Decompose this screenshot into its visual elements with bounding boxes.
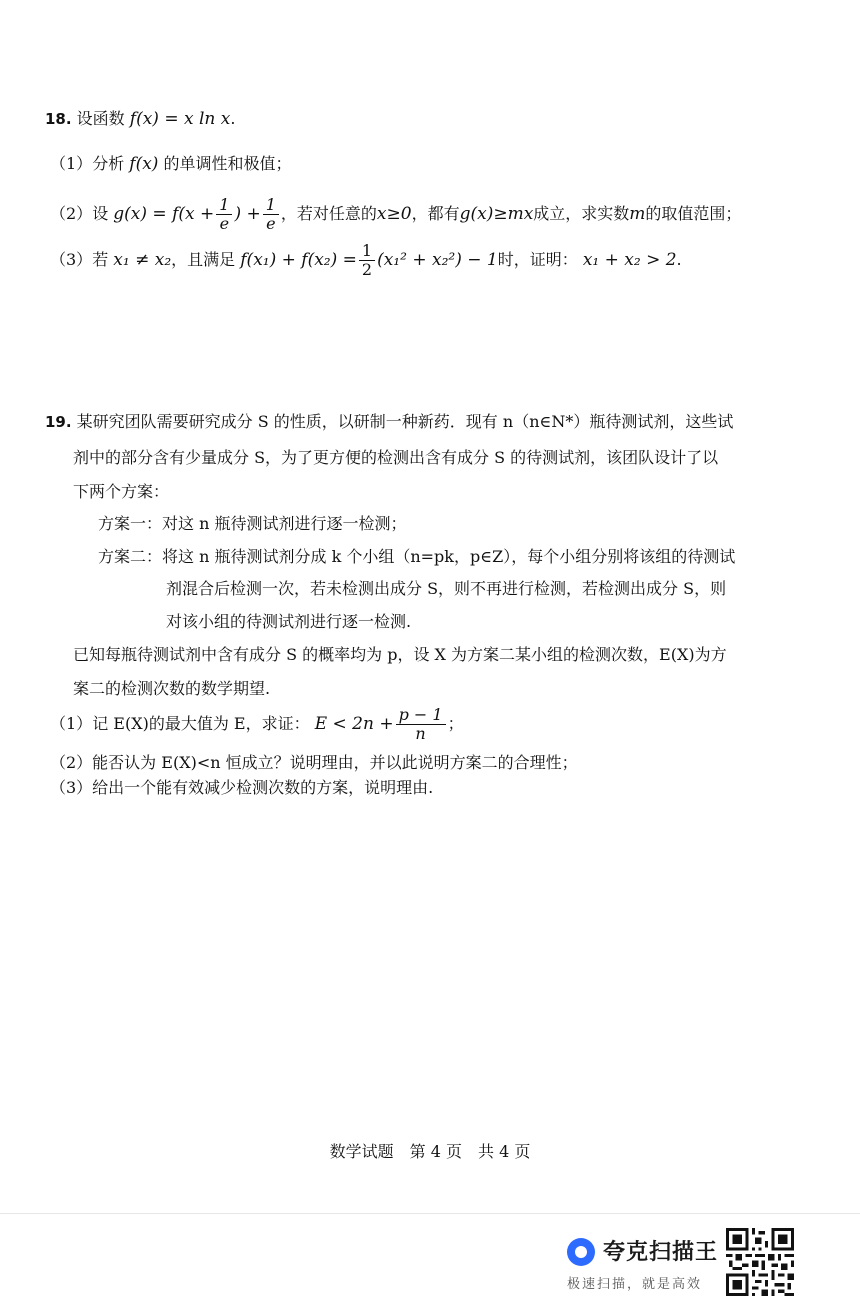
q19-line1 bbox=[45, 411, 733, 433]
denominator: e bbox=[266, 214, 276, 233]
q19-line3: 下两个方案： bbox=[73, 482, 170, 501]
fraction bbox=[216, 196, 232, 233]
math: f(x₁) + f(x₂) = bbox=[240, 250, 357, 270]
text: . bbox=[676, 250, 682, 269]
math: (x₁² + x₂²) − 1 bbox=[377, 250, 498, 270]
math: x≥0 bbox=[376, 204, 412, 224]
q18-part2 bbox=[50, 194, 741, 234]
q19-plan2-line3: 对该小组的待测试剂进行逐一检测. bbox=[166, 612, 412, 631]
text: 某研究团队需要研究成分 S 的性质，以研制一种新药．现有 n（n∈N*）瓶待测试剂，这些试 bbox=[76, 412, 734, 431]
q19-plan2-line2: 剂混合后检测一次，若未检测出成分 S，则不再进行检测，若检测出成分 S，则 bbox=[166, 579, 727, 598]
text: 的取值范围； bbox=[645, 204, 742, 223]
text: 成立，求实数 bbox=[533, 204, 630, 223]
numerator: 1 bbox=[263, 196, 279, 215]
denominator: 2 bbox=[361, 260, 373, 279]
numerator: 1 bbox=[359, 242, 375, 261]
math: g(x)≥mx bbox=[459, 204, 534, 224]
q18-stem: 18. 设函数 f(x) = x ln x. bbox=[45, 109, 236, 129]
quark-logo-icon bbox=[567, 1238, 595, 1266]
numerator: p − 1 bbox=[396, 706, 446, 725]
math: x₁ ≠ x₂ bbox=[113, 250, 172, 270]
q19-line2: 剂中的部分含有少量成分 S，为了更方便的检测出含有成分 S 的待测试剂，该团队设计了以 bbox=[73, 448, 719, 467]
divider bbox=[0, 1213, 860, 1214]
q19-plan1: 方案一：对这 n 瓶待测试剂进行逐一检测； bbox=[98, 514, 407, 533]
numerator: 1 bbox=[216, 196, 232, 215]
part-label: （2） bbox=[50, 204, 93, 223]
text: 分析 bbox=[92, 154, 125, 173]
page-footer: 数学试题 第 4 页 共 4 页 bbox=[329, 1142, 531, 1161]
math: ) + bbox=[234, 204, 261, 224]
math: g(x) = f(x + bbox=[113, 204, 215, 224]
text: ，若对任意的 bbox=[280, 204, 377, 223]
text: 时，证明： bbox=[497, 250, 578, 269]
fraction bbox=[359, 242, 375, 279]
q18-stem-text: 设函数 bbox=[76, 109, 125, 128]
text: ，且满足 bbox=[171, 250, 236, 269]
text: 记 E(X)的最大值为 E，求证： bbox=[92, 714, 310, 733]
part-label: （1） bbox=[50, 714, 93, 733]
q19-part2: （2）能否认为 E(X)<n 恒成立？说明理由，并以此说明方案二的合理性； bbox=[50, 753, 578, 772]
q18-number: 18. bbox=[45, 110, 72, 128]
q19-plan2-line1: 方案二：将这 n 瓶待测试剂分成 k 个小组（n=pk，p∈Z），每个小组分别将该组的待测试 bbox=[98, 547, 736, 566]
q19-known-line2: 案二的检测次数的数学期望. bbox=[73, 679, 271, 698]
text: 若 bbox=[92, 250, 109, 269]
fraction bbox=[396, 706, 446, 743]
math: x₁ + x₂ > 2 bbox=[582, 250, 677, 270]
scanner-watermark bbox=[563, 1233, 723, 1295]
text: ，都有 bbox=[411, 204, 460, 223]
denominator: n bbox=[415, 724, 426, 743]
math: m bbox=[629, 204, 646, 224]
brand-name: 夸克扫描王 bbox=[603, 1240, 719, 1265]
q19-known-line1: 已知每瓶待测试剂中含有成分 S 的概率均为 p，设 X 为方案二某小组的检测次数，E(X)为方 bbox=[73, 645, 727, 664]
q18-part3 bbox=[50, 240, 682, 280]
q19-part3: （3）给出一个能有效减少检测次数的方案，说明理由. bbox=[50, 778, 434, 797]
fraction bbox=[263, 196, 279, 233]
part-label: （1） bbox=[50, 154, 93, 173]
text: ； bbox=[447, 714, 464, 733]
q18-part1 bbox=[50, 153, 292, 175]
q19-part1 bbox=[50, 704, 464, 744]
text: 设 bbox=[92, 204, 109, 223]
qr-code-icon bbox=[726, 1228, 794, 1296]
math: f(x) bbox=[129, 154, 159, 174]
part-label: （3） bbox=[50, 250, 93, 269]
q19-number: 19. bbox=[45, 413, 72, 431]
denominator: e bbox=[219, 214, 230, 233]
math: E < 2n + bbox=[314, 714, 394, 734]
text: 的单调性和极值； bbox=[163, 154, 292, 173]
q18-function: f(x) = x ln x bbox=[129, 109, 231, 129]
brand-slogan: 极速扫描，就是高效 bbox=[567, 1277, 703, 1292]
